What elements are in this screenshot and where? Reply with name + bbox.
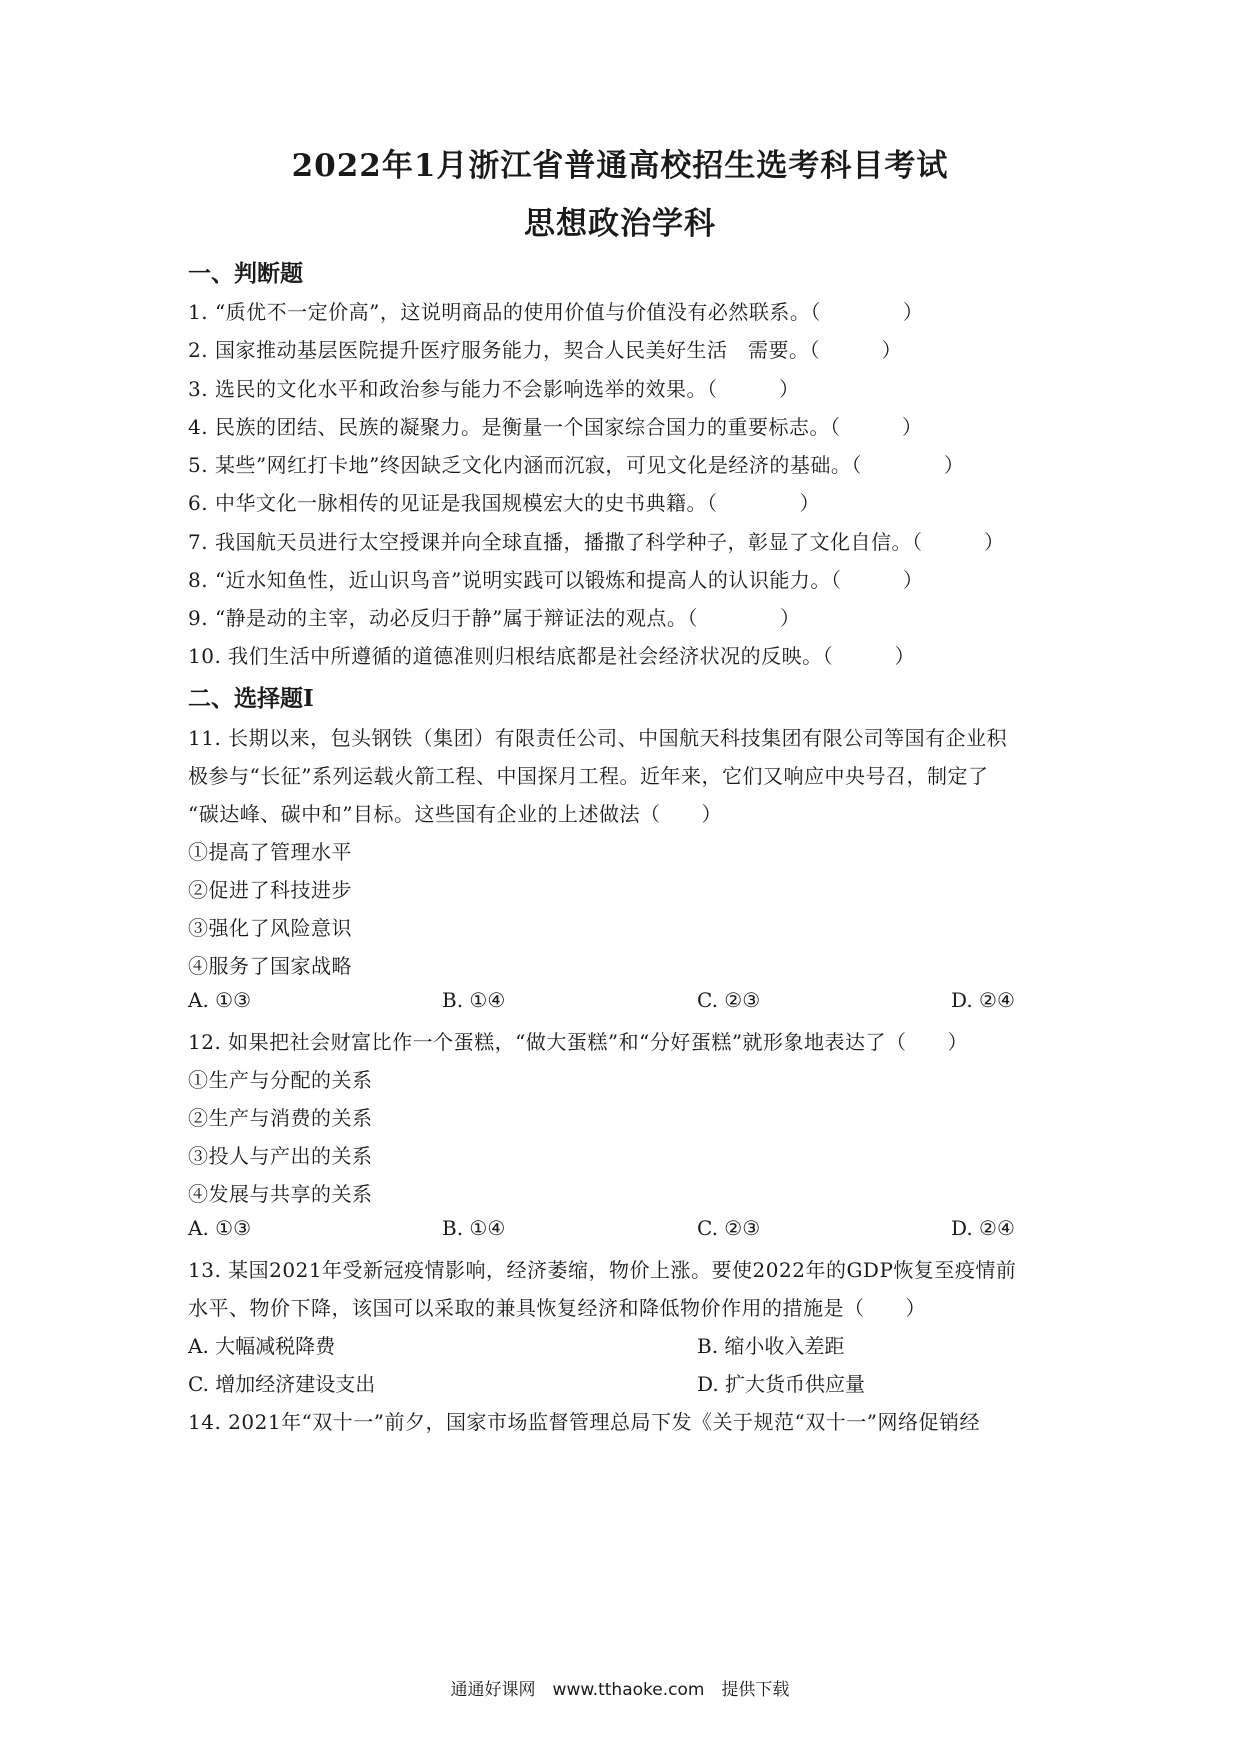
question-13-option-a: A. 大幅减税降费 (188, 1334, 336, 1358)
judgment-item-9: 9. “静是动的主宰，动必反归于静”属于辩证法的观点。（ ） (188, 606, 801, 630)
question-12-statement-3: ③投人与产出的关系 (188, 1144, 373, 1168)
judgment-item-10: 10. 我们生活中所遵循的道德准则归根结底都是社会经济状况的反映。（ ） (188, 644, 916, 668)
question-11-line-2: 极参与“长征”系列运载火箭工程、中国探月工程。近年来，它们又响应中央号召，制定了 (188, 764, 989, 788)
question-11-option-c: C. ②③ (697, 988, 761, 1012)
judgment-item-3: 3. 选民的文化水平和政治参与能力不会影响选举的效果。（ ） (188, 377, 800, 401)
question-12-statement-4: ④发展与共享的关系 (188, 1182, 373, 1206)
question-11-statement-4: ④服务了国家战略 (188, 954, 352, 978)
question-11-line-3: “碳达峰、碳中和”目标。这些国有企业的上述做法（ ） (188, 802, 722, 826)
question-12-statement-1: ①生产与分配的关系 (188, 1068, 373, 1092)
judgment-item-7: 7. 我国航天员进行太空授课并向全球直播，播撒了科学种子，彰显了文化自信。（ ） (188, 530, 1005, 554)
judgment-item-4: 4. 民族的团结、民族的凝聚力。是衡量一个国家综合国力的重要标志。（ ） (188, 415, 923, 439)
judgment-item-2: 2. 国家推动基层医院提升医疗服务能力，契合人民美好生活 需要。（ ） (188, 338, 902, 362)
question-11-statement-1: ①提高了管理水平 (188, 840, 352, 864)
question-12-option-b: B. ①④ (442, 1216, 506, 1240)
question-11-option-b: B. ①④ (442, 988, 506, 1012)
section-heading-choice: 二、选择题Ⅰ (188, 685, 314, 712)
question-13-line-1: 13. 某国2021年受新冠疫情影响，经济萎缩，物价上涨。要使2022年的GDP恢复至疫情前 (188, 1258, 1017, 1282)
question-11-line-1: 11. 长期以来，包头钢铁（集团）有限责任公司、中国航天科技集团有限公司等国有企业积 (188, 726, 1008, 750)
page-footer: 通通好课网 www.tthaoke.com 提供下载 (450, 1680, 790, 1700)
question-14-line-1: 14. 2021年“双十一”前夕，国家市场监督管理总局下发《关于规范“双十一”网络促销经 (188, 1410, 980, 1434)
question-12-line-1: 12. 如果把社会财富比作一个蛋糕，“做大蛋糕”和“分好蛋糕”就形象地表达了（ ） (188, 1030, 969, 1054)
question-12-option-a: A. ①③ (188, 1216, 252, 1240)
question-11-statement-2: ②促进了科技进步 (188, 878, 352, 902)
judgment-item-8: 8. “近水知鱼性，近山识鸟音”说明实践可以锻炼和提高人的认识能力。（ ） (188, 568, 924, 592)
exam-title: 2022年1月浙江省普通高校招生选考科目考试 (291, 148, 949, 184)
section-heading-judgment: 一、判断题 (188, 260, 303, 287)
question-12-statement-2: ②生产与消费的关系 (188, 1106, 373, 1130)
question-13-option-c: C. 增加经济建设支出 (188, 1372, 376, 1396)
question-12-option-c: C. ②③ (697, 1216, 761, 1240)
question-13-option-d: D. 扩大货币供应量 (697, 1372, 866, 1396)
question-11-option-a: A. ①③ (188, 988, 252, 1012)
exam-subtitle: 思想政治学科 (524, 206, 716, 242)
question-11-statement-3: ③强化了风险意识 (188, 916, 352, 940)
judgment-item-6: 6. 中华文化一脉相传的见证是我国规模宏大的史书典籍。（ ） (188, 491, 820, 515)
question-12-option-d: D. ②④ (951, 1216, 1015, 1240)
judgment-item-5: 5. 某些”网红打卡地”终因缺乏文化内涵而沉寂，可见文化是经济的基础。（ ） (188, 453, 965, 477)
question-13-option-b: B. 缩小收入差距 (697, 1334, 845, 1358)
judgment-item-1: 1. “质优不一定价高”，这说明商品的使用价值与价值没有必然联系。（ ） (188, 300, 924, 324)
question-11-option-d: D. ②④ (951, 988, 1015, 1012)
question-13-line-2: 水平、物价下降，该国可以采取的兼具恢复经济和降低物价作用的措施是（ ） (188, 1296, 926, 1320)
